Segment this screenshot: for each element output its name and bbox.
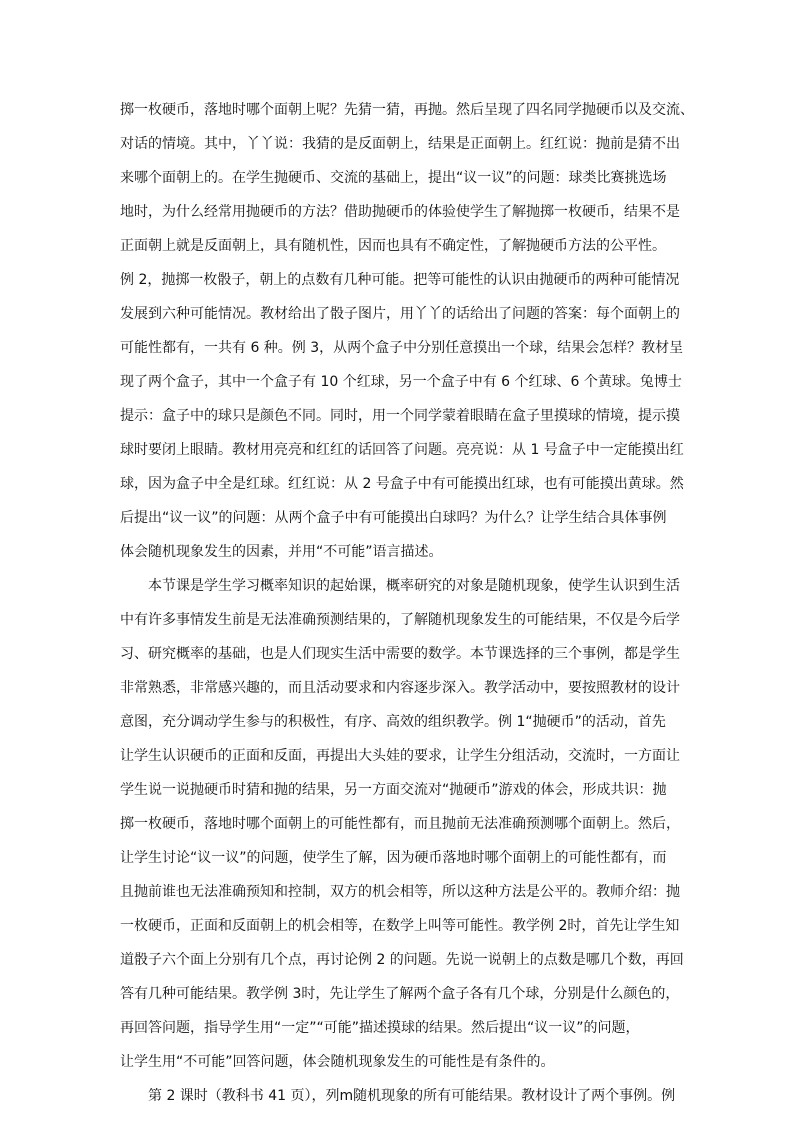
text-line: 提示：盒子中的球只是颜色不同。同时，用一个同学蒙着眼睛在盒子里摸球的情境，提示摸 (120, 408, 680, 424)
text-line: 道骰子六个面上分别有几个点，再讨论例 2 的问题。先说一说朝上的点数是哪几个数，再回 (120, 952, 684, 968)
text-line: 中有许多事情发生前是无法准确预测结果的，了解随机现象发生的可能结果，不仅是今后学 (120, 612, 680, 628)
text-line: 球，因为盒子中全是红球。红红说：从 2 号盒子中有可能摸出红球，也有可能摸出黄球。然 (120, 476, 684, 492)
text-line: 答有几种可能结果。教学例 3时，先让学生了解两个盒子各有几个球，分别是什么颜色的， (120, 986, 680, 1002)
text-line: 让学生认识硬币的正面和反面，再提出大头娃的要求，让学生分组活动，交流时，一方面让 (120, 748, 680, 764)
text-line: 现了两个盒子，其中一个盒子有 10 个红球，另一个盒子中有 6 个红球、6 个黄球。兔博士 (120, 374, 682, 390)
text-line: 意图，充分调动学生参与的积极性，有序、高效的组织教学。例 1“抛硬币”的活动，首先 (120, 714, 666, 730)
text-line: 再回答问题，指导学生用“一定”“可能”描述摸球的结果。然后提出“议一议”的问题， (120, 1020, 640, 1036)
text-line: 体会随机现象发生的因素，并用“不可能”语言描述。 (120, 544, 443, 560)
text-line: 发展到六种可能情况。教材给出了骰子图片，用丫丫的话给出了问题的答案：每个面朝上的 (120, 306, 680, 322)
text-line: 后提出“议一议”的问题：从两个盒子中有可能摸出白球吗？为什么？让学生结合具体事例 (120, 510, 667, 526)
text-line: 可能性都有，一共有 6 种。例 3，从两个盒子中分别任意摸出一个球，结果会怎样？教材呈 (120, 340, 684, 356)
text-line: 对话的情境。其中，丫丫说：我猜的是反面朝上，结果是正面朝上。红红说：抛前是猜不出 (120, 136, 680, 152)
text-line: 掷一枚硬币，落地时哪个面朝上呢？先猜一猜，再抛。然后呈现了四名同学抛硬币以及交流、 (120, 102, 694, 118)
text-line: 让学生讨论“议一议”的问题，使学生了解，因为硬币落地时哪个面朝上的可能性都有，而 (120, 850, 667, 866)
text-line: 正面朝上就是反面朝上，具有随机性，因而也具有不确定性，了解抛硬币方法的公平性。 (120, 238, 666, 254)
text-line: 非常熟悉，非常感兴趣的，而且活动要求和内容逐步深入。教学活动中，要按照教材的设计 (120, 680, 680, 696)
text-line: 且抛前谁也无法准确预知和控制，双方的机会相等，所以这种方法是公平的。教师介绍：抛 (120, 884, 680, 900)
text-line: 学生说一说抛硬币时猜和抛的结果，另一方面交流对“抛硬币”游戏的体会，形成共识：抛 (120, 782, 667, 798)
text-line: 让学生用“不可能”回答问题，体会随机现象发生的可能性是有条件的。 (120, 1054, 555, 1070)
text-line: 来哪个面朝上的。在学生抛硬币、交流的基础上，提出“议一议”的问题：球类比赛挑选场 (120, 170, 667, 186)
text-line: 掷一枚硬币，落地时哪个面朝上的可能性都有，而且抛前无法准确预测哪个面朝上。然后， (120, 816, 680, 832)
paragraph-first-line: 本节课是学生学习概率知识的起始课，概率研究的对象是随机现象，使学生认识到生活 (148, 578, 680, 594)
text-line: 习、研究概率的基础，也是人们现实生活中需要的数学。本节课选择的三个事例，都是学生 (120, 646, 680, 662)
paragraph-first-line: 第 2 课时（教科书 41 页），列ⅿ随机现象的所有可能结果。教材设计了两个事例。例 (148, 1088, 676, 1104)
text-line: 例 2，抛掷一枚骰子，朝上的点数有几种可能。把等可能性的认识由抛硬币的两种可能情况 (120, 272, 680, 288)
text-line: 球时要闭上眼睛。教材用亮亮和红红的话回答了问题。亮亮说：从 1 号盒子中一定能摸出红 (120, 442, 684, 458)
text-line: 地时，为什么经常用抛硬币的方法？借助抛硬币的体验使学生了解抛掷一枚硬币，结果不是 (120, 204, 680, 220)
text-line: 一枚硬币，正面和反面朝上的机会相等，在数学上叫等可能性。教学例 2时，首先让学生知 (120, 918, 680, 934)
